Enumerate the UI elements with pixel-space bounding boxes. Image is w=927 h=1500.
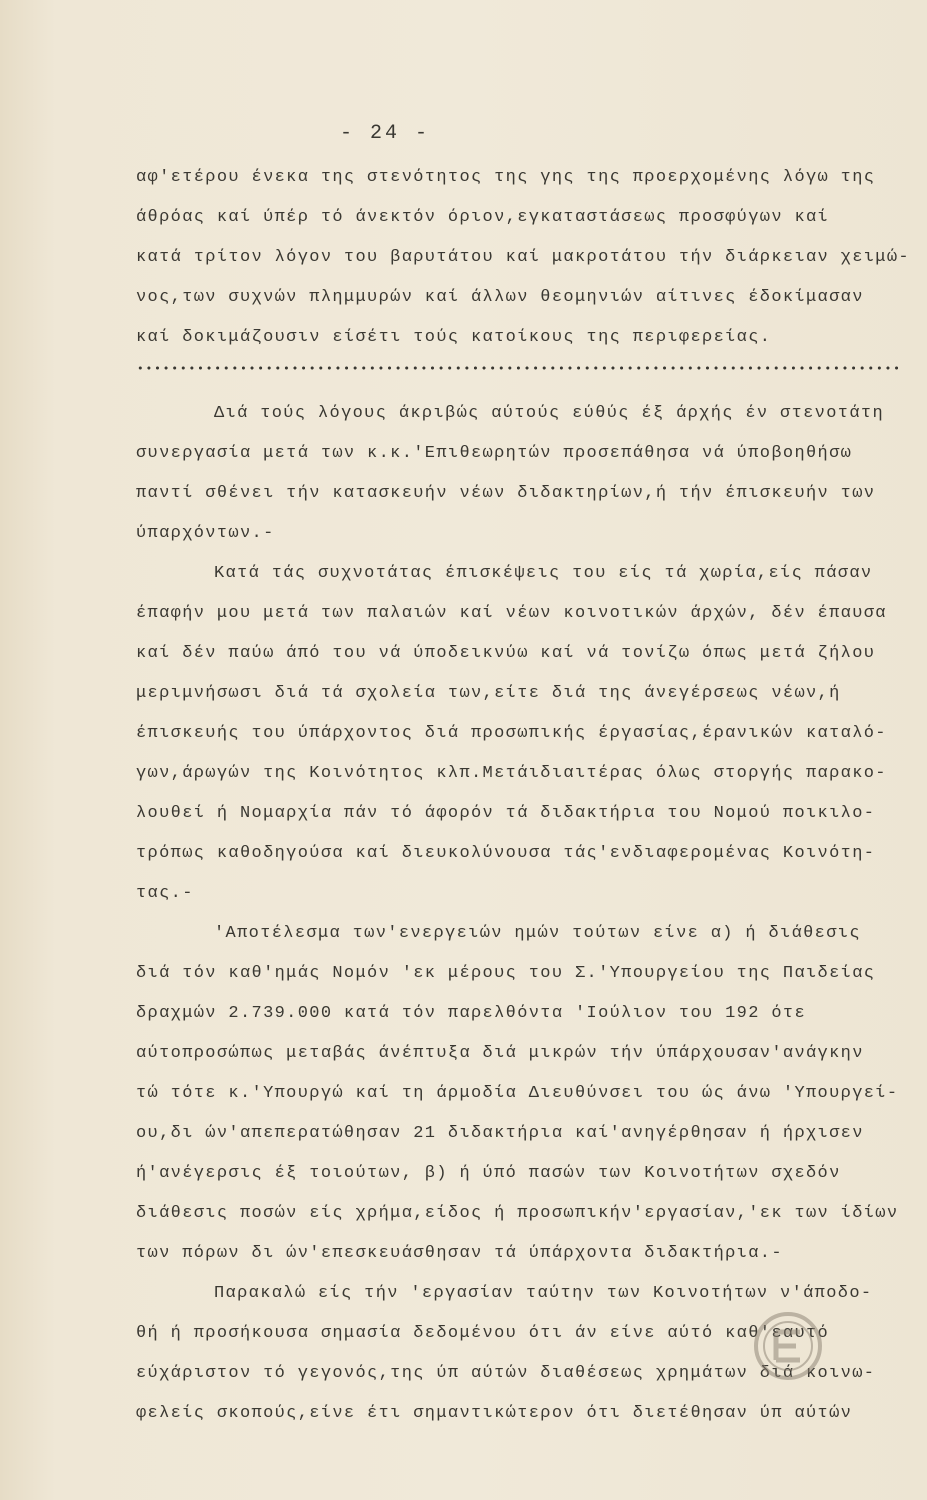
text-line: αφ'ετέρου ένεκα της στενότητος της γης της προερχομένης λόγω της [136, 168, 876, 187]
text-line: ή'ανέγερσις έξ τοιούτων, β) ή ύπό πασών των Κοινοτήτων σχεδόν [136, 1164, 841, 1183]
text-line: ύπαρχόντων.- [136, 524, 275, 543]
text-line: καί δοκιμάζουσιν είσέτι τούς κατοίκους της περιφερείας. [136, 328, 772, 347]
text-line: λουθεί ή Νομαρχία πάν τό άφορόν τά διδακτήρια του Νομού ποικιλο- [136, 804, 876, 823]
text-line: αύτοπροσώπως μεταβάς άνέπτυξα διά μικρών τήν ύπάρχουσαν'ανάγκην [136, 1044, 864, 1063]
text-line: καί δέν παύω άπό του νά ύποδεικνύω καί νά τονίζω όπως μετά ζήλου [136, 644, 876, 663]
text-line: Κατά τάς συχνοτάτας έπισκέψεις του είς τά χωρία,είς πάσαν [214, 564, 873, 583]
text-line: των πόρων δι ών'επεσκευάσθησαν τά ύπάρχοντα διδακτήρια.- [136, 1244, 783, 1263]
text-line: δραχμών 2.739.000 κατά τόν παρελθόντα 'Ιούλιον του 192 ότε [136, 1004, 806, 1023]
text-line: τρόπως καθοδηγούσα καί διευκολύνουσα τάς'ενδιαφερομένας Κοινότη- [136, 844, 876, 863]
text-line: εύχάριστον τό γεγονός,της ύπ αύτών διαθέσεως χρημάτων διά κοινω- [136, 1364, 876, 1383]
text-line: φελείς σκοπούς,είνε έτι σημαντικώτερον ότι διετέθησαν ύπ αύτών [136, 1404, 853, 1423]
text-line: κατά τρίτον λόγον του βαρυτάτου καί μακροτάτου τήν διάρκειαν χειμώ- [136, 248, 910, 267]
text-line: 'Αποτέλεσμα των'ενεργειών ημών τούτων είνε α) ή διάθεσις [214, 924, 861, 943]
text-line: τας.- [136, 884, 194, 903]
dotted-separator [136, 364, 902, 372]
text-line: διά τόν καθ'ημάς Νομόν 'εκ μέρους του Σ.'Υπουργείου της Παιδείας [136, 964, 876, 983]
text-line: νος,των συχνών πλημμυρών καί άλλων θεομηνιών αίτινες έδοκίμασαν [136, 288, 864, 307]
text-line: διάθεσις ποσών είς χρήμα,είδος ή προσωπικήν'εργασίαν,'εκ των ίδίων [136, 1204, 899, 1223]
text-line: τώ τότε κ.'Υπουργώ καί τη άρμοδία Διευθύνσει του ώς άνω 'Υπουργεί- [136, 1084, 899, 1103]
text-line: Παρακαλώ είς τήν 'εργασίαν ταύτην των Κοινοτήτων ν'άποδο- [214, 1284, 873, 1303]
text-line: έπισκευής του ύπάρχοντος διά προσωπικής έργασίας,έρανικών καταλό- [136, 724, 887, 743]
text-line: γων,άρωγών της Κοινότητος κλπ.Μετάιδιαιτέρας όλως στοργής παρακο- [136, 764, 887, 783]
text-line: μεριμνήσωσι διά τά σχολεία των,είτε διά της άνεγέρσεως νέων,ή [136, 684, 841, 703]
text-line: άθρόας καί ύπέρ τό άνεκτόν όριον,εγκαταστάσεως προσφύγων καί [136, 208, 830, 227]
page-number: - 24 - [339, 122, 430, 145]
archive-stamp-icon [752, 1310, 824, 1382]
text-line: θή ή προσήκουσα σημασία δεδομένου ότι άν είνε αύτό καθ'εαυτό [136, 1324, 830, 1343]
text-line: παντί σθένει τήν κατασκευήν νέων διδακτηρίων,ή τήν έπισκευήν των [136, 484, 876, 503]
text-line: έπαφήν μου μετά των παλαιών καί νέων κοινοτικών άρχών, δέν έπαυσα [136, 604, 887, 623]
text-line: συνεργασία μετά των κ.κ.'Επιθεωρητών προσεπάθησα νά ύποβοηθήσω [136, 444, 853, 463]
text-line: ου,δι ών'απεπερατώθησαν 21 διδακτήρια καί'ανηγέρθησαν ή ήρχισεν [136, 1124, 864, 1143]
text-line: Διά τούς λόγους άκριβώς αύτούς εύθύς έξ άρχής έν στενοτάτη [214, 404, 884, 423]
